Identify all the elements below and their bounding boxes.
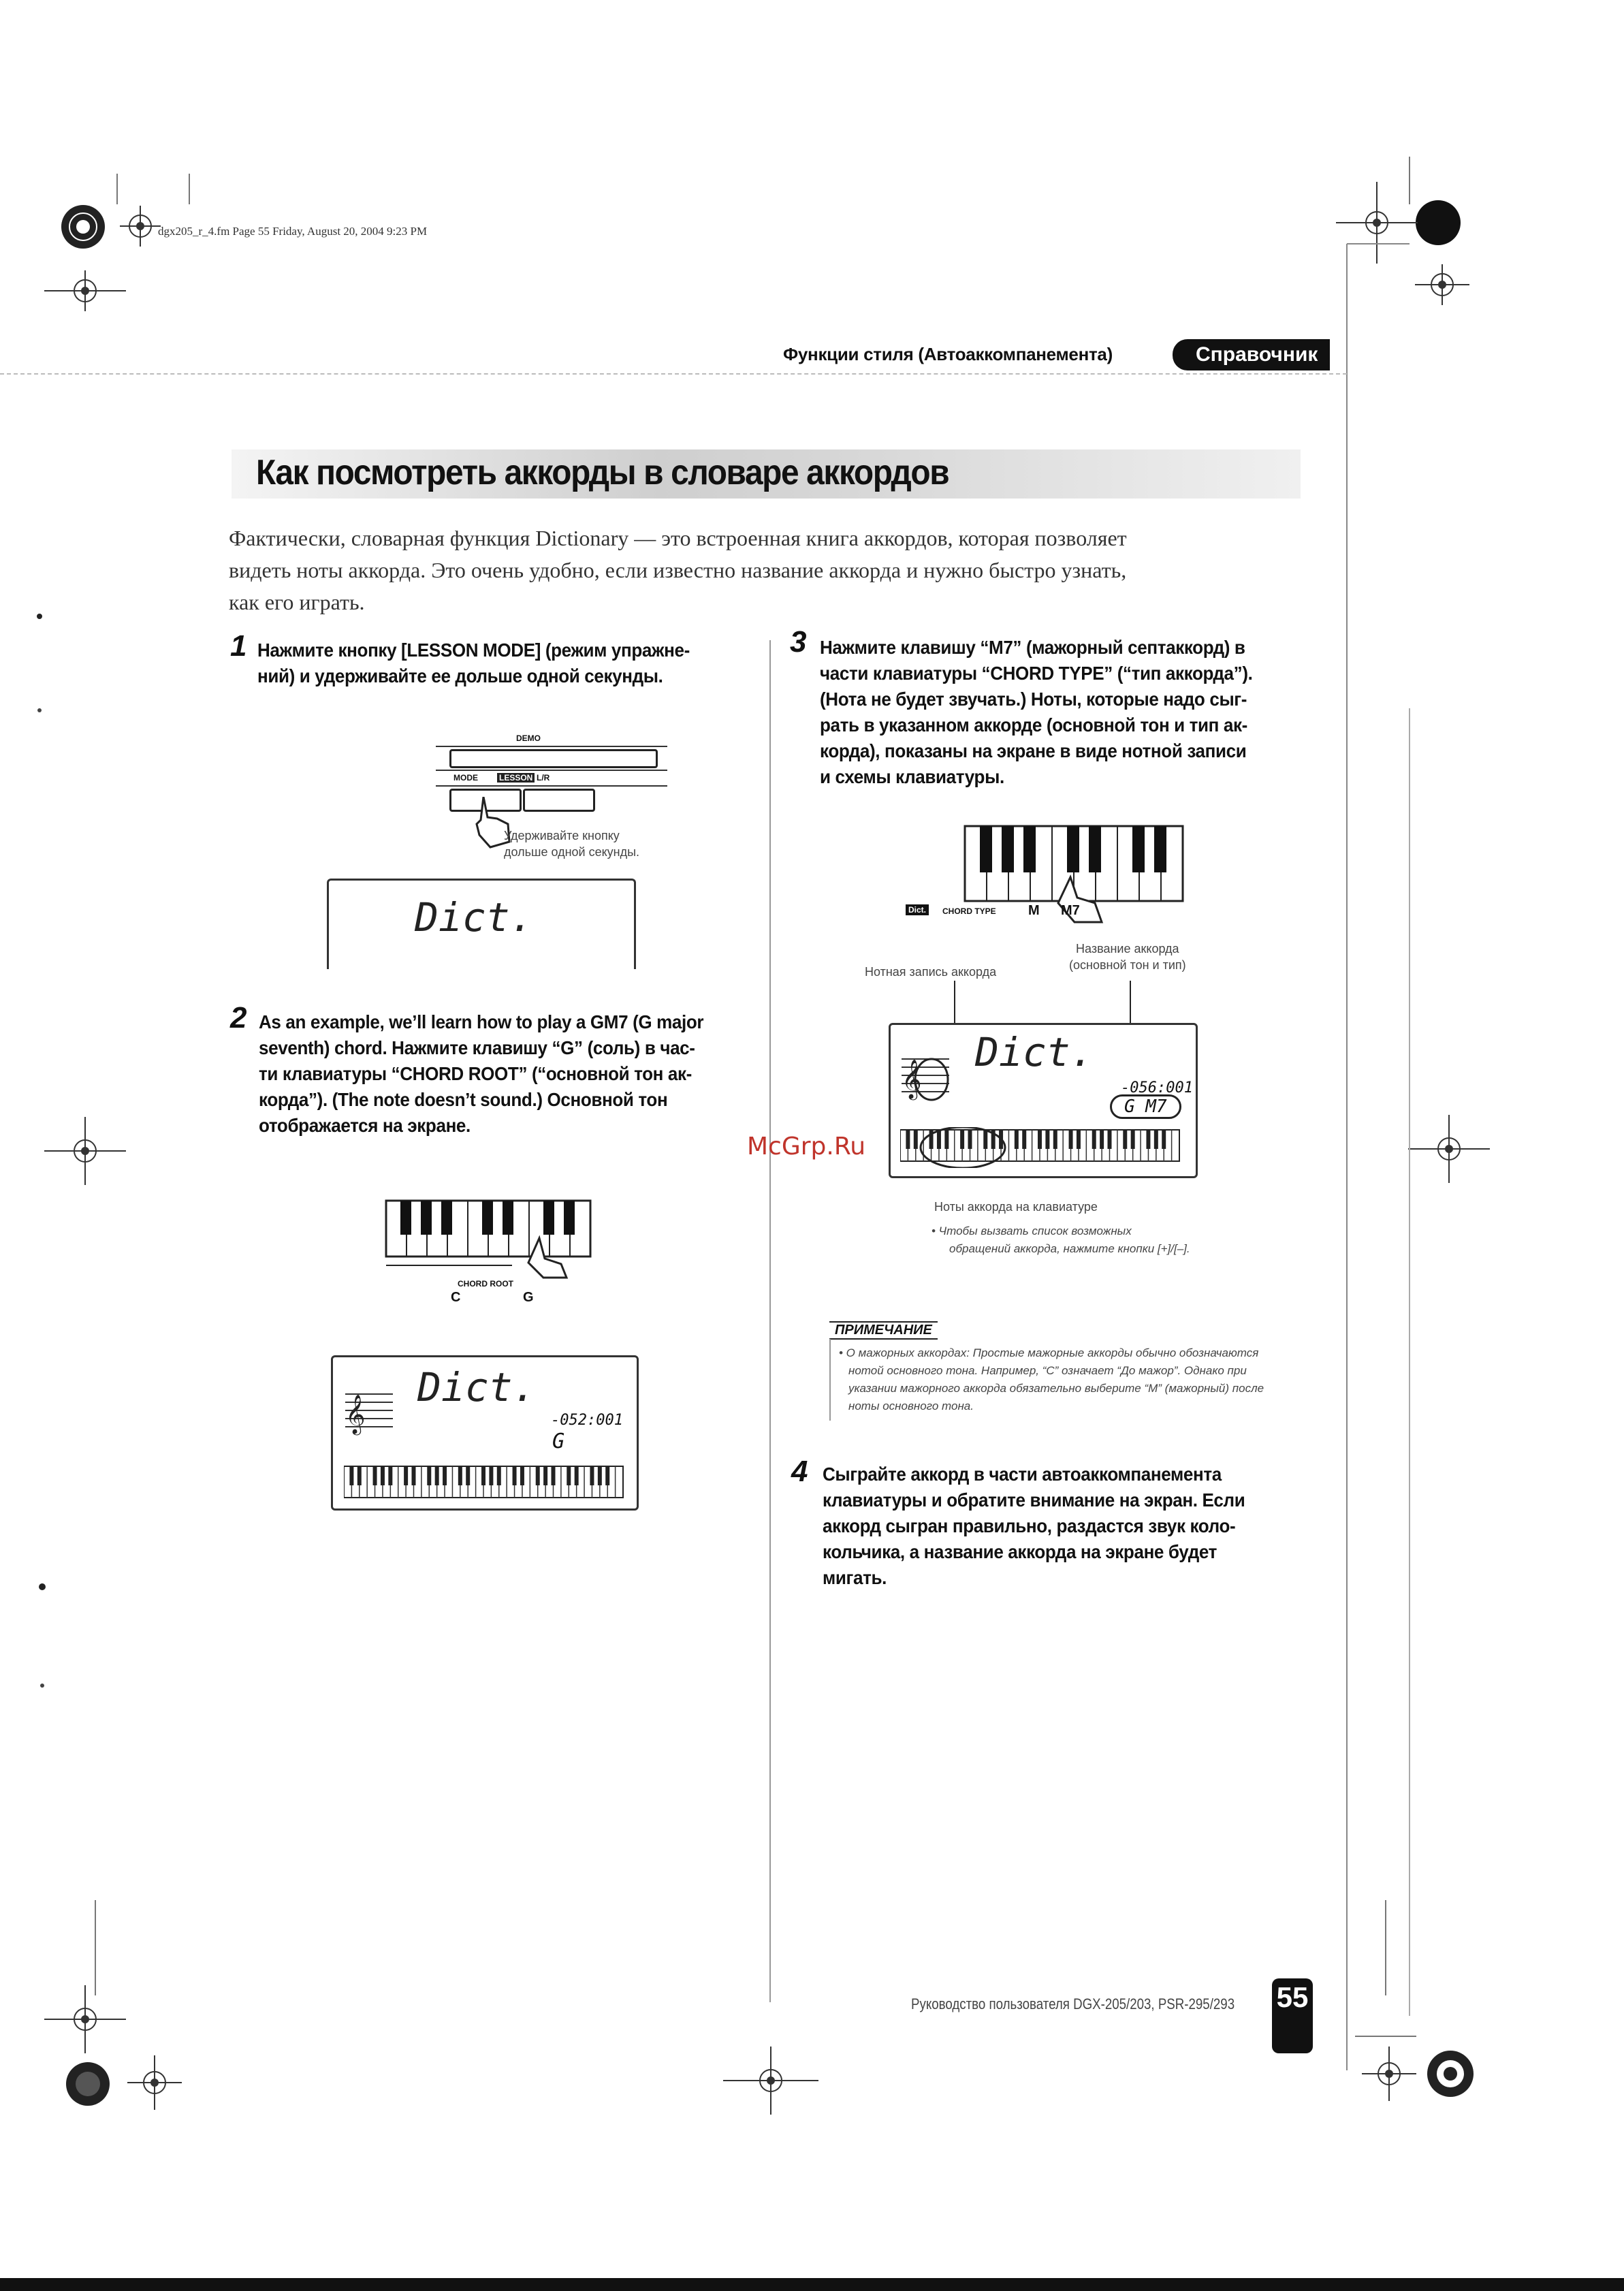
step-line: аккорд сыгран правильно, раздастся звук коло- xyxy=(823,1515,1236,1536)
step-line: и схемы клавиатуры. xyxy=(820,766,1004,787)
step-line: seventh) chord. Нажмите клавишу “G” (соль) в час- xyxy=(259,1037,695,1058)
svg-text:𝄞: 𝄞 xyxy=(345,1394,366,1434)
step-line: клавиатуры и обратите внимание на экран. Если xyxy=(823,1489,1245,1511)
keyboard-notes-label: Ноты аккорда на клавиатуре xyxy=(934,1200,1098,1214)
lr-label: L/R xyxy=(537,773,550,783)
svg-text:𝄞: 𝄞 xyxy=(902,1059,922,1099)
inversion-tip xyxy=(932,1222,1190,1258)
staff-icon xyxy=(902,1045,949,1120)
step-line: корда”). (The note doesn’t sound.) Основной тон xyxy=(259,1089,668,1110)
lcd-chord-name: G M7 xyxy=(1110,1094,1181,1119)
header-tab-reference: Справочник xyxy=(1173,339,1330,370)
lcd-measure: -056:001 xyxy=(1121,1079,1193,1096)
lr-button[interactable] xyxy=(523,789,595,812)
step-line: Сыграйте аккорд в части автоаккомпанемента xyxy=(823,1464,1222,1485)
chord-root-keyboard-illustration xyxy=(383,1197,601,1279)
step-1-text xyxy=(257,637,751,689)
step-line: мигать. xyxy=(823,1567,887,1588)
step-line: Нажмите клавишу “M7” (мажорный септаккорд) в xyxy=(820,637,1245,658)
chord-name-label xyxy=(1069,941,1186,973)
note-line: указании мажорного аккорда обязательно выберите “M” (мажорный) после xyxy=(848,1382,1264,1395)
step-4-number: 4 xyxy=(791,1455,808,1488)
type-m-label: M xyxy=(1028,903,1040,918)
staff-icon xyxy=(345,1380,393,1455)
note-box-rule xyxy=(829,1339,831,1421)
intro-line: как его играть. xyxy=(229,590,365,614)
step-2-text xyxy=(259,1009,752,1139)
step-line: отображается на экране. xyxy=(259,1115,471,1136)
note-heading: ПРИМЕЧАНИЕ xyxy=(829,1321,938,1340)
watermark: McGrp.Ru xyxy=(747,1133,866,1160)
step-line: корда), показаны на экране в виде нотной записи xyxy=(820,740,1247,761)
step-2-number: 2 xyxy=(230,1001,247,1034)
label-line: Название аккорда xyxy=(1076,942,1179,955)
crop-info-line: dgx205_r_4.fm Page 55 Friday, August 20, 2004 9:23 PM xyxy=(158,225,428,238)
lcd-dict-text: Dict. xyxy=(975,1029,1094,1075)
lcd-chord-name: G xyxy=(552,1429,565,1453)
intro-paragraph xyxy=(229,522,1318,618)
lcd-keyboard-strip xyxy=(344,1464,624,1500)
notation-label: Нотная запись аккорда xyxy=(865,965,997,979)
demo-button[interactable] xyxy=(449,749,658,768)
step-line: кольчика, а название аккорда на экране будет xyxy=(823,1541,1217,1562)
demo-label: DEMO xyxy=(516,733,541,743)
registration-disc-top-right xyxy=(1416,200,1461,245)
lcd-measure: -052:001 xyxy=(551,1412,623,1429)
step-1-number: 1 xyxy=(230,629,247,663)
lesson-label: LESSON xyxy=(497,773,535,783)
step-4-text xyxy=(823,1462,1304,1591)
note-body xyxy=(839,1344,1329,1415)
chord-type-label: CHORD TYPE xyxy=(942,906,996,916)
intro-line: видеть ноты аккорда. Это очень удобно, если известно название аккорда и нужно быстро узнать, xyxy=(229,558,1127,582)
step-3-text xyxy=(820,635,1301,790)
step-line: ний) и удерживайте ее дольше одной секунды. xyxy=(257,665,663,686)
registration-sunburst-bottom-right xyxy=(1427,2051,1474,2097)
dict-badge: Dict. xyxy=(906,904,929,915)
step-line: As an example, we’ll learn how to play a GM7 (G major xyxy=(259,1011,704,1032)
label-line: (основной тон и тип) xyxy=(1069,958,1186,972)
lcd-dict-text: Dict. xyxy=(415,894,534,941)
page-title: Как посмотреть аккорды в словаре аккордов xyxy=(256,453,949,492)
caption-line: Удерживайте кнопку xyxy=(504,829,620,842)
column-divider xyxy=(769,640,771,2002)
chord-root-label: CHORD ROOT xyxy=(458,1279,513,1289)
tip-line: обращений аккорда, нажмите кнопки [+]/[–]. xyxy=(949,1242,1190,1255)
step-1-lcd-display xyxy=(327,879,636,969)
step-line: (Нота не будет звучать.) Ноты, которые надо сыг- xyxy=(820,689,1247,710)
note-line: • О мажорных аккордах: Простые мажорные аккорды обычно обозначаются xyxy=(839,1346,1259,1359)
tip-line: • Чтобы вызвать список возможных xyxy=(932,1224,1132,1237)
step-3-lcd-display xyxy=(889,1023,1198,1178)
step-2-lcd-display xyxy=(331,1355,639,1511)
step-line: Нажмите кнопку [LESSON MODE] (режим упражне- xyxy=(257,639,690,661)
footer-manual-name: Руководство пользователя DGX-205/203, PSR-295/293 xyxy=(911,1995,1235,2012)
header-section-title: Функции стиля (Автоаккомпанемента) xyxy=(783,344,1113,364)
lesson-mode-panel-illustration xyxy=(436,732,681,868)
step-line: части клавиатуры “CHORD TYPE” (“тип аккорда”). xyxy=(820,663,1253,684)
lcd-keyboard-strip xyxy=(900,1127,1183,1168)
step-line: рать в указанном аккорде (основной тон и тип ак- xyxy=(820,714,1247,736)
hold-caption xyxy=(504,827,639,860)
page-number: 55 xyxy=(1272,1978,1313,2053)
caption-line: дольше одной секунды. xyxy=(504,845,640,859)
note-line: ноты основного тона. xyxy=(848,1400,974,1412)
key-c-label: C xyxy=(451,1290,461,1305)
step-line: ти клавиатуры “CHORD ROOT” (“основной тон ак- xyxy=(259,1063,692,1084)
key-g-label: G xyxy=(523,1290,534,1305)
note-line: нотой основного тона. Например, “C” означает “До мажор”. Однако при xyxy=(848,1364,1247,1377)
header-rule xyxy=(0,373,1347,375)
intro-line: Фактически, словарная функция Dictionary — это встроенная книга аккордов, которая позволяет xyxy=(229,526,1127,550)
lcd-dict-text: Dict. xyxy=(417,1364,537,1410)
registration-sunburst-bottom-left xyxy=(66,2062,110,2106)
step-3-number: 3 xyxy=(790,625,807,659)
type-m7-label: M7 xyxy=(1061,903,1080,918)
mode-label: MODE xyxy=(453,773,478,783)
registration-sunburst-top-left xyxy=(61,205,105,249)
